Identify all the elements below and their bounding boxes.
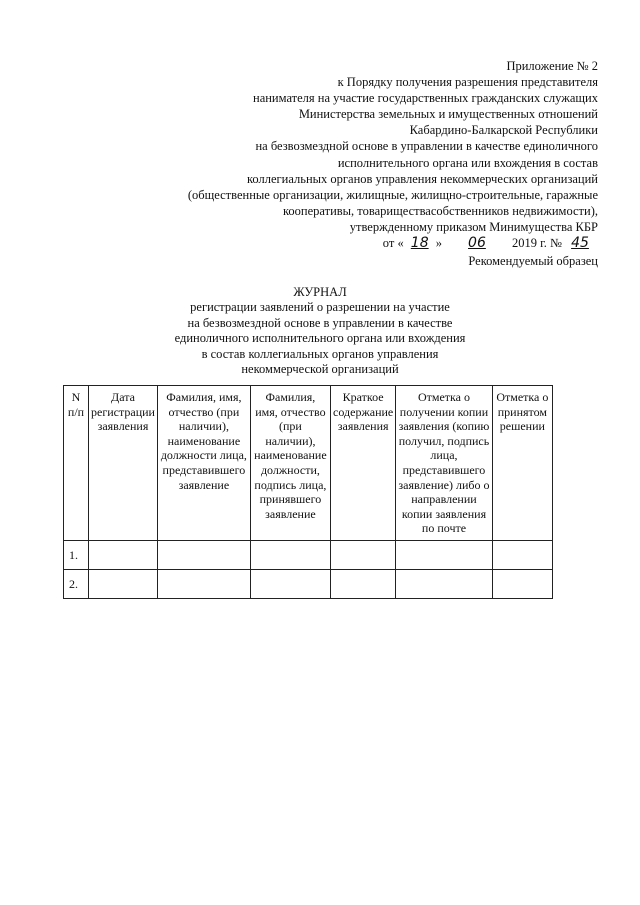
table-row [64, 569, 553, 598]
header-decision: Отметка о принятом решении [492, 386, 552, 541]
annex-line: коллегиальных органов управления некоммерческих организаций [246, 171, 598, 186]
header-applicant: Фамилия, имя, отчество (при наличии), наименование должности лица, представившего заявление [157, 386, 250, 541]
annex-line: к Порядку получения разрешения представителя [337, 75, 598, 90]
annex-header [128, 58, 598, 251]
annex-line: Кабардино-Балкарской Республики [409, 123, 598, 138]
annex-line: Министерства земельных и имущественных отношений [298, 107, 598, 122]
order-date-line [128, 235, 598, 251]
row-number: 1. [64, 540, 89, 569]
sample-label: Рекомендуемый образец [468, 254, 598, 268]
annex-line: утвержденному приказом Минимущества КБР [349, 219, 598, 234]
row-number: 2. [64, 569, 89, 598]
header-number: N п/п [64, 386, 89, 541]
annex-line: (общественные организации, жилищные, жилищно-строительные, гаражные [187, 187, 598, 202]
date-day: 18 [410, 235, 429, 252]
table-cell [157, 569, 250, 598]
annex-line: нанимателя на участие государственных гражданских служащих [253, 91, 598, 106]
annex-line: исполнительного органа или вхождения в состав [337, 155, 598, 170]
date-year: 2019 г. № [511, 236, 562, 251]
table-header-row [64, 386, 553, 541]
title-line: регистрации заявлений о разрешении на участие [190, 300, 450, 315]
table-cell [89, 569, 158, 598]
table-cell [396, 569, 492, 598]
table-row [64, 540, 553, 569]
title-line: на безвозмездной основе в управлении в качестве [187, 315, 453, 330]
table-cell [331, 540, 396, 569]
table-cell [250, 569, 330, 598]
header-registration-date: Дата регистрации заявления [89, 386, 158, 541]
journal-heading: ЖУРНАЛ [293, 285, 347, 299]
annex-line: на безвозмездной основе в управлении в качестве единоличного [255, 139, 598, 154]
date-mid: » [435, 236, 442, 251]
header-summary: Краткое содержание заявления [331, 386, 396, 541]
title-line: в состав коллегиальных органов управления [201, 346, 439, 361]
order-number: 45 [571, 235, 589, 252]
table-cell [396, 540, 492, 569]
annex-line: Приложение № 2 [506, 59, 598, 73]
table-cell [331, 569, 396, 598]
table-cell [157, 540, 250, 569]
journal-title [120, 285, 520, 377]
table-cell [492, 540, 552, 569]
annex-line: кооперативы, товариществасобственников недвижимости), [282, 203, 598, 218]
date-prefix: от « [382, 236, 404, 251]
table-cell [89, 540, 158, 569]
journal-table [63, 385, 553, 599]
header-copy-mark: Отметка о получении копии заявления (копию получил, подпись лица, представившего заявление) либо о направлении копии заявления по почте [396, 386, 492, 541]
table-cell [250, 540, 330, 569]
title-line: единоличного исполнительного органа или вхождения [174, 331, 466, 346]
table-cell [492, 569, 552, 598]
header-receiver: Фамилия, имя, отчество (при наличии), наименование должности, подпись лица, принявшего заявление [250, 386, 330, 541]
title-line: некоммерческой организаций [241, 362, 399, 377]
date-month: 06 [468, 235, 486, 252]
